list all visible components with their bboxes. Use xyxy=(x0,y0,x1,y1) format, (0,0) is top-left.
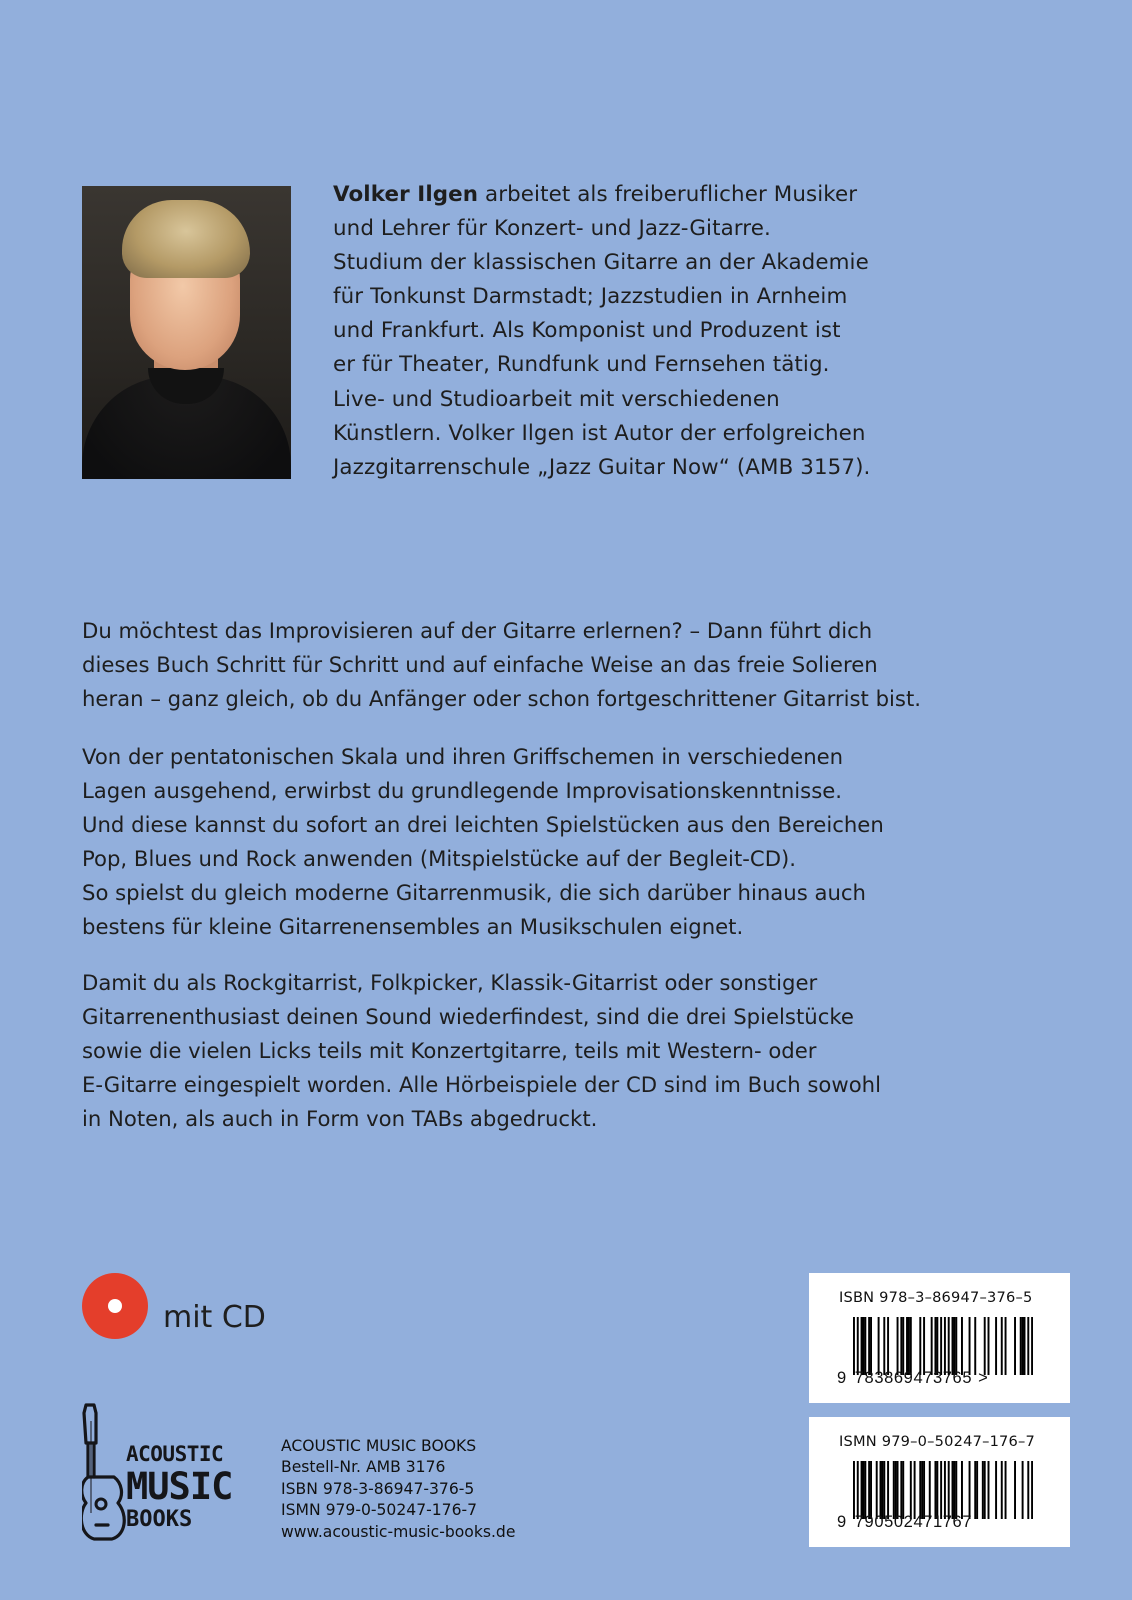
bio-line: und Frankfurt. Als Komponist und Produzent ist xyxy=(333,318,841,344)
barcode-header: ISMN 979–0–50247–176–7 xyxy=(839,1433,1036,1450)
barcode-bar xyxy=(861,1461,863,1519)
barcode-bar xyxy=(853,1461,855,1519)
logo-line-acoustic: ACOUSTIC xyxy=(126,1442,224,1466)
barcode-bar xyxy=(887,1317,889,1375)
isbn-text: ISBN 978-3-86947-376-5 xyxy=(281,1479,475,1498)
publisher-info xyxy=(281,1436,515,1543)
paragraph-line: Gitarrenenthusiast deinen Sound wiederfindest, sind die drei Spielstücke xyxy=(82,1004,854,1029)
bio-line: für Tonkunst Darmstadt; Jazzstudien in Arnheim xyxy=(333,284,848,310)
barcode-bar xyxy=(976,1461,978,1519)
barcode-bar xyxy=(936,1317,938,1375)
barcode-bar xyxy=(944,1317,946,1375)
barcode-bar xyxy=(953,1461,955,1519)
description-paragraph-1 xyxy=(82,614,1042,716)
description-paragraph-2 xyxy=(82,740,1042,944)
barcode-bar xyxy=(883,1461,885,1519)
barcode-bar xyxy=(984,1461,986,1519)
barcode-bar xyxy=(948,1317,950,1375)
author-photo xyxy=(82,186,291,479)
publisher-logo xyxy=(126,1444,234,1531)
barcode-bar xyxy=(897,1461,899,1519)
barcode-bar xyxy=(1027,1461,1029,1519)
barcode-bar xyxy=(1001,1461,1003,1519)
barcode-bar xyxy=(887,1461,889,1519)
barcode-bar xyxy=(870,1317,872,1375)
barcode-bar xyxy=(919,1317,921,1375)
barcode-header: ISBN 978–3–86947–376–5 xyxy=(839,1289,1033,1306)
ismn-barcode xyxy=(809,1417,1070,1547)
barcode-bar xyxy=(940,1461,942,1519)
barcode-bar xyxy=(895,1461,897,1519)
barcode-bar xyxy=(1022,1461,1024,1519)
barcode-bar xyxy=(1005,1461,1007,1519)
barcode-bar xyxy=(902,1317,904,1375)
barcode-bar xyxy=(910,1317,912,1375)
barcode-bar xyxy=(868,1461,870,1519)
barcode-bar xyxy=(883,1317,885,1375)
barcode-bar xyxy=(1031,1461,1033,1519)
website-link[interactable]: www.acoustic-music-books.de xyxy=(281,1522,516,1541)
paragraph-line: sowie die vielen Licks teils mit Konzertgitarre, teils mit Western- oder xyxy=(82,1038,817,1063)
bio-line: Studium der klassischen Gitarre an der Akademie xyxy=(333,250,869,276)
barcode-number: 9 790502471767 xyxy=(837,1513,973,1531)
barcode-bar xyxy=(880,1461,882,1519)
barcode-bar xyxy=(955,1317,957,1375)
paragraph-line: E-Gitarre eingespielt worden. Alle Hörbeispiele der CD sind im Buch sowohl xyxy=(82,1072,881,1097)
barcode-bar xyxy=(881,1461,883,1519)
barcode-bar xyxy=(944,1461,946,1519)
barcode-bar xyxy=(984,1317,986,1375)
barcode-bar xyxy=(955,1461,957,1519)
paragraph-line: Und diese kannst du sofort an drei leichten Spielstücken aus den Bereichen xyxy=(82,812,884,837)
barcode-bar xyxy=(969,1317,971,1375)
barcode-bars xyxy=(853,1317,1033,1375)
barcode-bar xyxy=(914,1461,916,1519)
barcode-bar xyxy=(940,1317,942,1375)
barcode-bar xyxy=(902,1461,904,1519)
barcode-bar xyxy=(1031,1317,1033,1375)
barcode-bar xyxy=(974,1317,976,1375)
barcode-bar xyxy=(868,1317,870,1375)
barcode-bar xyxy=(1005,1317,1007,1375)
ismn-text: ISMN 979-0-50247-176-7 xyxy=(281,1501,478,1520)
cd-label: mit CD xyxy=(163,1300,266,1335)
paragraph-line: Pop, Blues und Rock anwenden (Mitspielstücke auf der Begleit-CD). xyxy=(82,846,797,871)
barcode-bar xyxy=(862,1317,864,1375)
barcode-bar xyxy=(906,1317,908,1375)
bio-line: Live- und Studioarbeit mit verschiedenen xyxy=(333,386,780,412)
bio-line: Künstlern. Volker Ilgen ist Autor der erfolgreichen xyxy=(333,420,866,446)
barcode-bar xyxy=(934,1317,936,1375)
barcode-bar xyxy=(961,1461,963,1519)
bio-line: Jazzgitarrenschule „Jazz Guitar Now“ (AMB 3157). xyxy=(333,454,871,480)
barcode-bar xyxy=(953,1317,955,1375)
barcode-bar xyxy=(1014,1317,1016,1375)
barcode-bar xyxy=(931,1317,933,1375)
barcode-bar xyxy=(1001,1317,1003,1375)
barcode-bar xyxy=(923,1461,925,1519)
barcode-bar xyxy=(1014,1461,1016,1519)
barcode-bar xyxy=(861,1317,863,1375)
barcode-bar xyxy=(900,1317,902,1375)
barcode-bar xyxy=(857,1461,859,1519)
barcode-bar xyxy=(961,1317,963,1375)
barcode-bar xyxy=(982,1461,984,1519)
cd-icon xyxy=(82,1273,148,1339)
description-paragraph-3 xyxy=(82,966,1042,1136)
paragraph-line: bestens für kleine Gitarrenensembles an Musikschulen eignet. xyxy=(82,914,744,939)
paragraph-line: dieses Buch Schritt für Schritt und auf einfache Weise an das freie Solieren xyxy=(82,652,878,677)
barcode-bar xyxy=(929,1461,931,1519)
barcode-bar xyxy=(952,1317,954,1375)
barcode-number: 9 783869473765 > xyxy=(837,1369,989,1387)
bio-line: Volker Ilgen arbeitet als freiberuflicher Musiker xyxy=(333,182,858,207)
barcode-bar xyxy=(862,1461,864,1519)
barcode-bar xyxy=(936,1461,938,1519)
order-number: Bestell-Nr. AMB 3176 xyxy=(281,1458,446,1477)
barcode-bar xyxy=(878,1317,880,1375)
paragraph-line: Damit du als Rockgitarrist, Folkpicker, Klassik-Gitarrist oder sonstiger xyxy=(82,970,818,995)
barcode-bar xyxy=(1027,1317,1029,1375)
barcode-bar xyxy=(934,1461,936,1519)
barcode-bar xyxy=(969,1461,971,1519)
barcode-bar xyxy=(995,1317,997,1375)
author-name: Volker Ilgen xyxy=(333,182,479,207)
barcode-bar xyxy=(995,1461,997,1519)
barcode-bar xyxy=(919,1461,921,1519)
barcode-bar xyxy=(923,1317,925,1375)
logo-line-music: MUSIC xyxy=(126,1465,233,1508)
barcode-bar xyxy=(1020,1317,1022,1375)
barcode-bar xyxy=(864,1317,866,1375)
bio-line: er für Theater, Rundfunk und Fernsehen tätig. xyxy=(333,352,830,378)
paragraph-line: heran – ganz gleich, ob du Anfänger oder schon fortgeschrittener Gitarrist bist. xyxy=(82,686,922,711)
author-bio xyxy=(333,178,933,485)
barcode-bar xyxy=(910,1461,912,1519)
bio-line: und Lehrer für Konzert- und Jazz-Gitarre. xyxy=(333,216,771,242)
paragraph-line: Du möchtest das Improvisieren auf der Gitarre erlernen? – Dann führt dich xyxy=(82,618,873,643)
publisher-name: ACOUSTIC MUSIC BOOKS xyxy=(281,1437,477,1455)
paragraph-line: So spielst du gleich moderne Gitarrenmusik, die sich darüber hinaus auch xyxy=(82,880,866,905)
barcode-bar xyxy=(900,1461,902,1519)
barcode-bar xyxy=(974,1461,976,1519)
barcode-bar xyxy=(952,1461,954,1519)
paragraph-line: Lagen ausgehend, erwirbst du grundlegende Improvisationskenntnisse. xyxy=(82,778,843,803)
barcode-bar xyxy=(864,1461,866,1519)
barcode-bar xyxy=(897,1317,899,1375)
isbn-barcode xyxy=(809,1273,1070,1403)
barcode-bar xyxy=(1024,1317,1026,1375)
barcode-bar xyxy=(988,1317,990,1375)
barcode-bar xyxy=(893,1461,895,1519)
paragraph-line: in Noten, als auch in Form von TABs abgedruckt. xyxy=(82,1106,598,1131)
barcode-bar xyxy=(908,1317,910,1375)
barcode-bar xyxy=(876,1461,878,1519)
barcode-bar xyxy=(870,1461,872,1519)
barcode-bar xyxy=(988,1461,990,1519)
barcode-bars xyxy=(853,1461,1033,1519)
barcode-bar xyxy=(857,1317,859,1375)
barcode-bar xyxy=(921,1461,923,1519)
barcode-bar xyxy=(853,1317,855,1375)
barcode-bar xyxy=(948,1461,950,1519)
logo-line-books: BOOKS xyxy=(126,1507,193,1532)
barcode-bar xyxy=(1022,1317,1024,1375)
paragraph-line: Von der pentatonischen Skala und ihren Griffschemen in verschiedenen xyxy=(82,744,844,769)
